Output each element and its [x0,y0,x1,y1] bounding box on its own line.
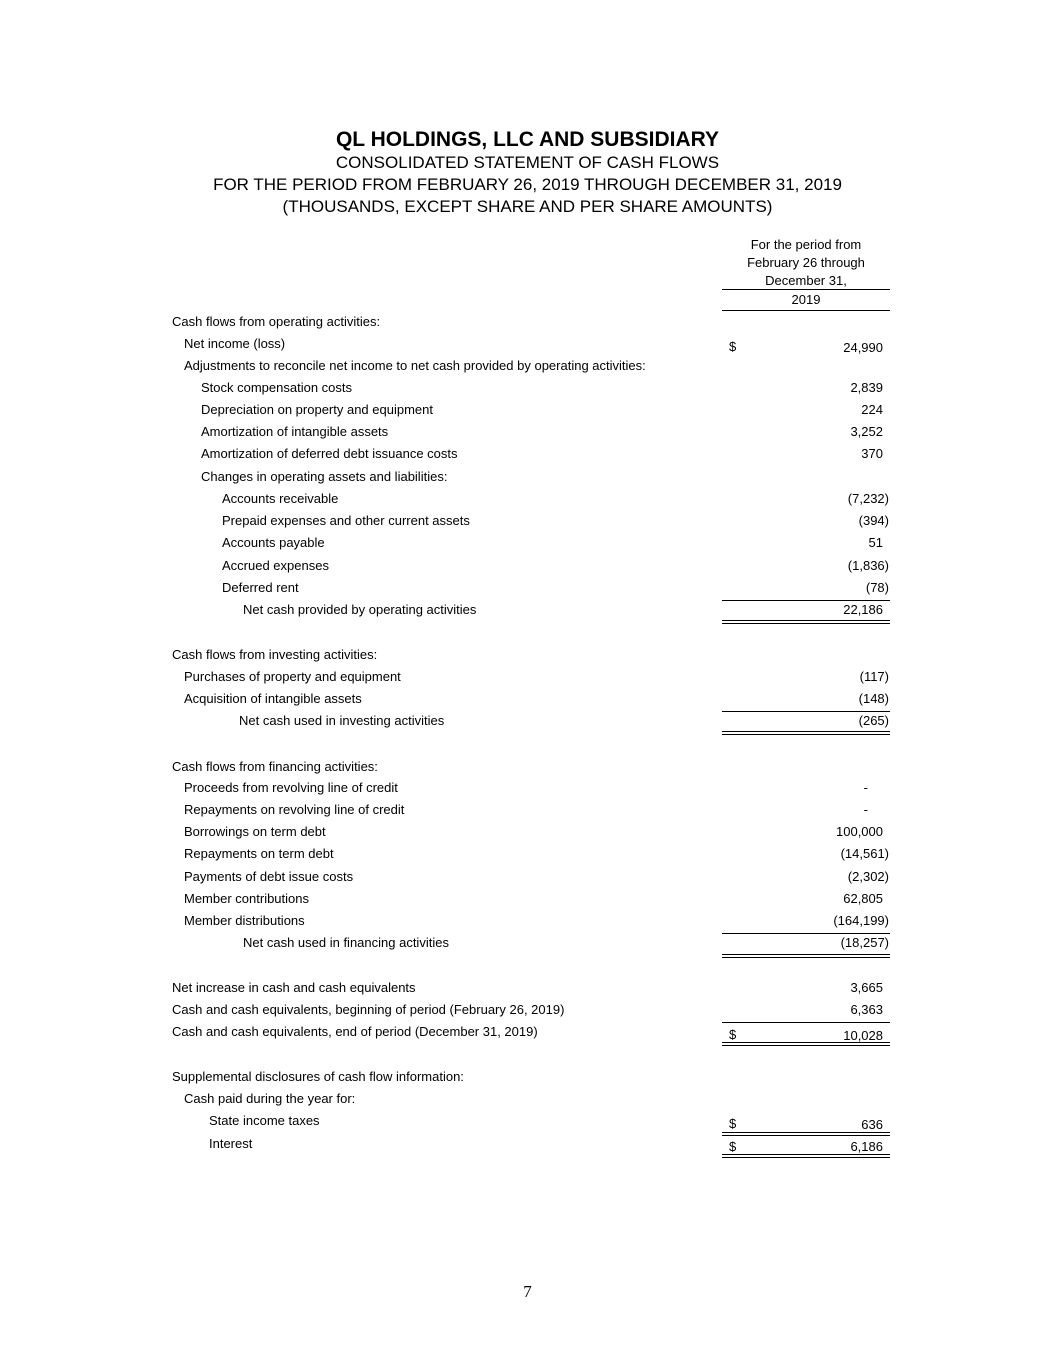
dollar-sign: $ [729,339,737,354]
table-row [0,446,1055,466]
table-row [0,913,1055,933]
row-label: Net income (loss) [184,336,286,351]
row-value: 3,665 [850,980,883,995]
total-double-rule [722,731,890,735]
table-row [0,691,1055,711]
section-heading-financing [0,759,1055,779]
section-heading-supplemental [0,1069,1055,1089]
row-label: Amortization of intangible assets [201,424,389,439]
row-label: Payments of debt issue costs [184,869,354,884]
table-row [0,1002,1055,1022]
row-value: 370 [861,446,883,461]
row-value: 6,186 [850,1139,883,1154]
row-value: (18,257) [840,935,889,950]
table-row [0,535,1055,555]
section-heading-investing [0,647,1055,667]
dollar-sign: $ [729,1139,737,1154]
table-row [0,824,1055,844]
total-double-rule [722,1154,890,1158]
table-row [0,1091,1055,1111]
dollar-sign: $ [729,1027,737,1042]
row-label: Cash paid during the year for: [184,1091,356,1106]
table-row [0,336,1055,356]
table-row [0,802,1055,822]
row-label: Amortization of deferred debt issuance costs [201,446,458,461]
subtotal-rule [722,711,890,712]
row-label: Changes in operating assets and liabilities: [201,469,448,484]
table-row [0,980,1055,1000]
total-double-rule [722,1042,890,1046]
row-value: (265) [858,713,889,728]
statement-period: FOR THE PERIOD FROM FEBRUARY 26, 2019 THROUGH DECEMBER 31, 2019 [213,175,842,194]
row-value: (78) [865,580,889,595]
table-row [0,846,1055,866]
subtotal-rule [722,933,890,934]
row-value: 636 [861,1117,883,1132]
row-value: (2,302) [847,869,889,884]
row-label: Repayments on term debt [184,846,334,861]
row-value: 22,186 [843,602,883,617]
table-row [0,1113,1055,1133]
table-row [0,558,1055,578]
subtotal-rule [722,1022,890,1023]
row-value: (148) [858,691,889,706]
table-row-total [0,935,1055,955]
row-label: Proceeds from revolving line of credit [184,780,398,795]
row-label: Net cash used in financing activities [243,935,449,950]
row-value: (1,836) [847,558,889,573]
row-label: Deferred rent [222,580,299,595]
row-label: Cash flows from financing activities: [172,759,378,774]
row-label: Interest [209,1136,253,1151]
row-value: (394) [858,513,889,528]
row-value: 224 [861,402,883,417]
row-label: Borrowings on term debt [184,824,326,839]
table-row [0,469,1055,489]
statement-title: CONSOLIDATED STATEMENT OF CASH FLOWS [335,153,720,172]
company-name: QL HOLDINGS, LLC AND SUBSIDIARY [335,128,720,151]
row-value: - [863,802,868,817]
table-row [0,891,1055,911]
row-value: 100,000 [836,824,883,839]
row-label: Acquisition of intangible assets [184,691,362,706]
column-header-line2: February 26 through [747,255,865,270]
page-number: 7 [523,1282,532,1301]
row-label: Prepaid expenses and other current assets [222,513,470,528]
row-label: State income taxes [209,1113,320,1128]
row-label: Net cash used in investing activities [239,713,445,728]
table-row [0,869,1055,889]
subtotal-rule [722,600,890,601]
row-label: Cash flows from investing activities: [172,647,378,662]
row-value: 3,252 [850,424,883,439]
row-value: (164,199) [833,913,889,928]
table-row-total [0,713,1055,733]
row-label: Member distributions [184,913,305,928]
table-row [0,513,1055,533]
column-header-line1: For the period from [750,237,862,252]
row-label: Cash and cash equivalents, end of period (December 31, 2019) [172,1024,538,1039]
row-label: Supplemental disclosures of cash flow information: [172,1069,464,1084]
row-label: Adjustments to reconcile net income to net cash provided by operating activities: [184,358,646,373]
row-label: Cash flows from operating activities: [172,314,381,329]
column-header-line3: December 31, [765,273,847,288]
total-double-rule [722,620,890,624]
total-double-rule [722,954,890,958]
table-row [0,780,1055,800]
section-heading-operating [0,314,1055,334]
table-row-total [0,1024,1055,1044]
row-label: Accounts receivable [222,491,339,506]
table-row [0,491,1055,511]
table-row [0,358,1055,378]
table-row [0,402,1055,422]
row-value: 2,839 [850,380,883,395]
dollar-sign: $ [729,1116,737,1131]
table-row [0,669,1055,689]
row-value: (7,232) [847,491,889,506]
row-value: 62,805 [843,891,883,906]
row-label: Accounts payable [222,535,325,550]
row-label: Cash and cash equivalents, beginning of period (February 26, 2019) [172,1002,565,1017]
row-label: Member contributions [184,891,309,906]
row-label: Accrued expenses [222,558,329,573]
column-year-rule [722,310,890,311]
table-row [0,580,1055,600]
row-label: Repayments on revolving line of credit [184,802,405,817]
row-label: Net increase in cash and cash equivalents [172,980,416,995]
table-row [0,1136,1055,1156]
row-value: 6,363 [850,1002,883,1017]
row-value: 24,990 [843,340,883,355]
row-label: Depreciation on property and equipment [201,402,433,417]
table-row [0,424,1055,444]
row-value: (14,561) [840,846,889,861]
row-label: Purchases of property and equipment [184,669,401,684]
row-label: Net cash provided by operating activities [243,602,477,617]
column-header-rule [722,289,890,290]
row-value: 10,028 [843,1028,883,1043]
row-value: - [863,780,868,795]
row-value: 51 [868,535,883,550]
table-row [0,380,1055,400]
row-label: Stock compensation costs [201,380,353,395]
row-value: (117) [859,669,889,684]
column-header-year: 2019 [791,292,821,307]
statement-units: (THOUSANDS, EXCEPT SHARE AND PER SHARE AMOUNTS) [282,197,773,216]
table-row-total [0,602,1055,622]
